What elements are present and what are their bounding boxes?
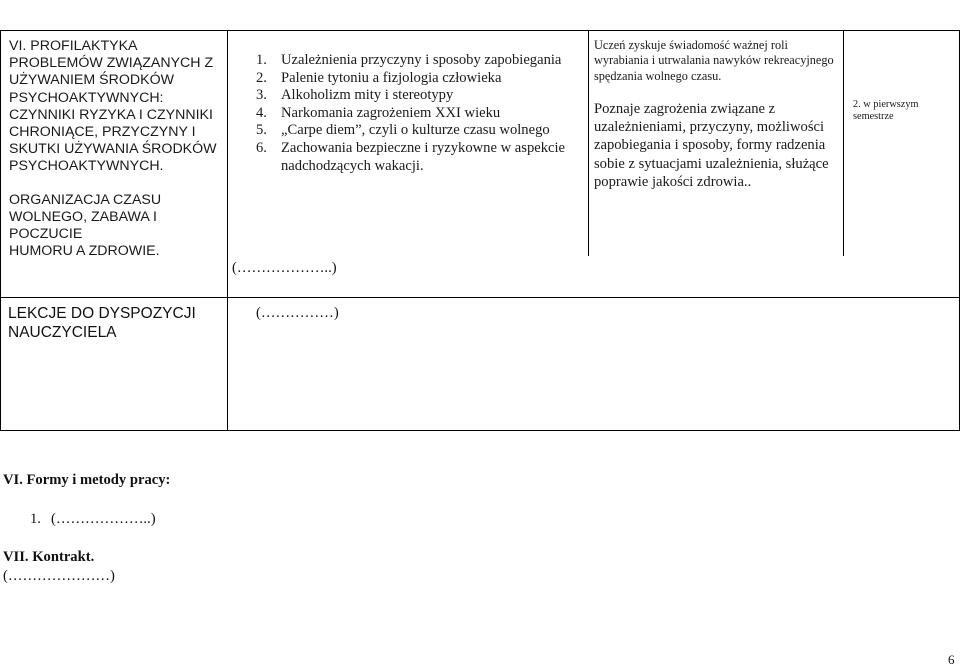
teacher-lessons-label	[8, 305, 196, 342]
table-col-divider-1	[227, 30, 228, 431]
ellipsis-placeholder: (………………..)	[232, 260, 337, 276]
lesson-number: 1.	[256, 52, 267, 68]
topic-line: PSYCHOAKTYWNYCH.	[9, 158, 164, 175]
lesson-number: 2.	[256, 69, 267, 86]
section-vii-text: (…………………)	[3, 568, 115, 584]
teacher-lessons-placeholder: (……………)	[256, 305, 339, 321]
table-left-border	[0, 30, 1, 431]
topic2-line: HUMORU A ZDROWIE.	[9, 243, 160, 260]
topic2-line: ORGANIZACJA CZASU	[9, 191, 162, 208]
topic-line: CZYNNIKI RYZYKA I CZYNNIKI	[9, 106, 213, 123]
topic-line: UŻYWANIEM ŚRODKÓW	[9, 72, 174, 89]
table-bottom-border	[0, 430, 960, 431]
lesson-text: Narkomania zagrożeniem XXI wieku	[281, 104, 501, 121]
lesson-number: 3.	[256, 87, 267, 104]
teacher-lessons-label-line: LEKCJE DO DYSPOZYCJI	[8, 305, 196, 322]
lesson-item	[256, 105, 596, 123]
table-col-divider-3	[843, 30, 844, 256]
table-row-divider	[0, 297, 960, 298]
lesson-item	[256, 70, 596, 88]
lessons-cell	[256, 52, 596, 175]
section-vi-item-text: (………………..)	[51, 511, 156, 527]
lesson-item	[256, 140, 596, 175]
outcomes-cell	[594, 38, 834, 191]
page-number: 6	[948, 652, 955, 667]
lesson-text: Zachowania bezpieczne i ryzykowne w aspekcie nadchodzących wakacji.	[281, 139, 566, 174]
lesson-text: Alkoholizm mity i stereotypy	[281, 87, 454, 104]
lesson-text: Palenie tytoniu a fizjologia człowieka	[281, 69, 502, 86]
section-vi-item-number: 1.	[30, 511, 41, 527]
section-vii-heading: VII. Kontrakt.	[3, 549, 95, 565]
topic-cell	[9, 38, 224, 260]
section-vi-heading: VI. Formy i metody pracy:	[3, 472, 171, 488]
table-top-border	[0, 30, 960, 31]
lesson-number: 5.	[256, 122, 267, 139]
outcome-summary: Uczeń zyskuje świadomość ważnej roli wyrabiania i utrwalania nawyków rekreacyjnego spędzania wolnego czasu.	[594, 38, 834, 83]
timing-cell: 2. w pierwszym semestrze	[853, 99, 919, 123]
topic2-line: WOLNEGO, ZABAWA I POCZUCIE	[9, 208, 157, 243]
lesson-text: „Carpe diem”, czyli o kulturze czasu wolnego	[281, 122, 550, 139]
lesson-item	[256, 52, 596, 70]
lesson-number: 4.	[256, 104, 267, 121]
lesson-item	[256, 87, 596, 105]
topic-line: PSYCHOAKTYWNYCH:	[9, 89, 164, 106]
lesson-item	[256, 122, 596, 140]
lesson-text: Uzależnienia przyczyny i sposoby zapobiegania	[281, 52, 562, 68]
topic-line: VI. PROFILAKTYKA	[9, 38, 138, 54]
teacher-lessons-label-line: NAUCZYCIELA	[8, 323, 117, 341]
topic-line: PROBLEMÓW ZWIĄZANYCH Z	[9, 55, 214, 72]
topic-line: SKUTKI UŻYWANIA ŚRODKÓW	[9, 141, 217, 158]
outcome-detail: Poznaje zagrożenia związane z uzależnieniami, przyczyny, możliwości zapobiegania i sposoby, formy radzenia sobie z sytuacjami uzależnienia, służące poprawie jakości zdrowia..	[594, 100, 829, 191]
topic-line: CHRONIĄCE, PRZYCZYNY I	[9, 124, 196, 141]
lesson-number: 6.	[256, 139, 267, 156]
lessons-list	[256, 52, 596, 175]
